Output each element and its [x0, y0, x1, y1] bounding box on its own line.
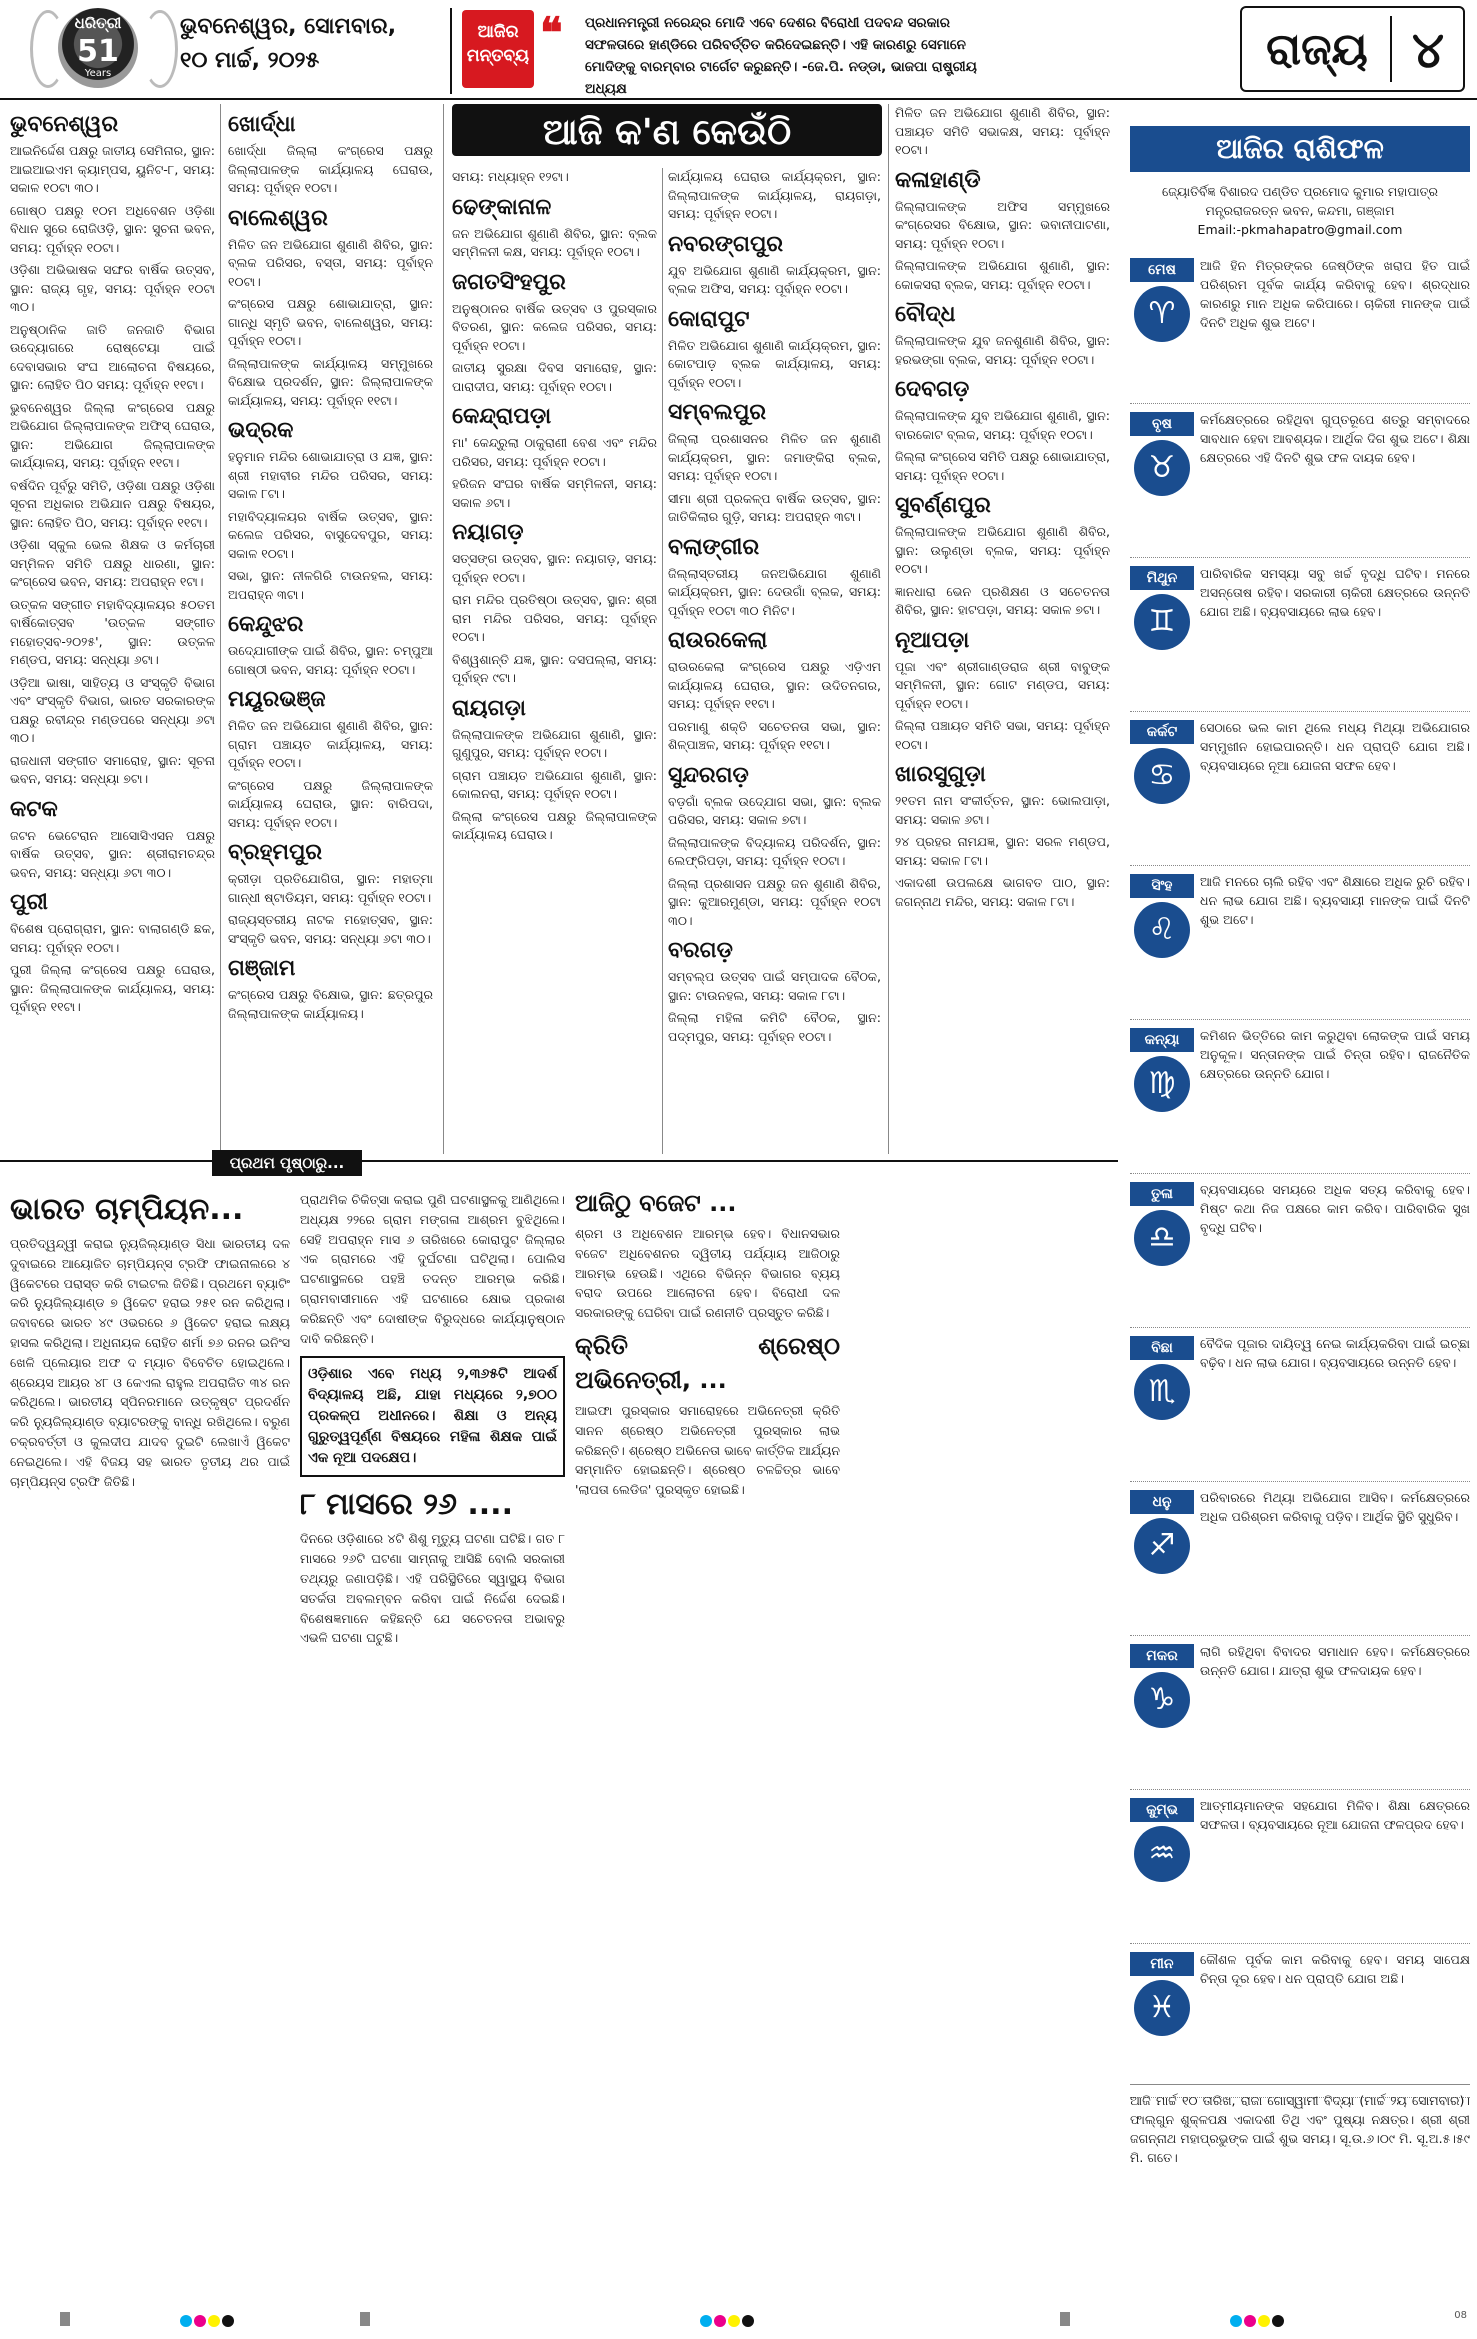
sign-name: ମକର — [1130, 1644, 1194, 1668]
event-entry: ଜିଲ୍ଲା କଂଗ୍ରେସ ପକ୍ଷରୁ ଜିଲ୍ଲାପାଳଙ୍କ କାର୍ଯ୍ୟାଳୟ ଘେରାଉ। — [452, 808, 657, 842]
event-entry: ଯୁବ ଅଭିଯୋଗ ଶୁଣାଣି କାର୍ଯ୍ୟକ୍ରମ, ସ୍ଥାନ: ବ୍ଲକ ଅଫିସ, ସମୟ: ପୂର୍ବାହ୍ନ ୧୦ଟା। — [668, 262, 881, 296]
quote-tag — [462, 10, 534, 88]
zodiac-symbol-icon: ♉ — [1134, 440, 1190, 496]
event-entry: ସଭା, ସ୍ଥାନ: ନୀଳଗିରି ଟାଉନହଲ, ସମୟ: ଅପରାହ୍ନ ୩ଟା। — [228, 568, 433, 602]
event-entry: ହରିଜନ ସଂଘର ବାର୍ଷିକ ସମ୍ମିଳନୀ, ସମୟ: ସକାଳ ୬ଟା। — [452, 476, 657, 510]
sign-name: ମେଷ — [1130, 258, 1194, 282]
sign-prediction: ଆଜି ମନରେ ଚାଲି ରହିବ ଏବଂ ଶିକ୍ଷାରେ ଅଧିକ ରୁଚି ରହିବ। ଧନ ଲାଭ ଯୋଗ ଅଛି। ବ୍ୟବସାୟୀ ମାନଙ୍କ ପାଇଁ ଦିନଟି ଶୁଭ ଅଟେ। — [1200, 874, 1470, 927]
event-entry: ବିଶ୍ୱଶାନ୍ତି ଯଜ୍ଞ, ସ୍ଥାନ: ଦସପଲ୍ଲା, ସମୟ: ପୂର୍ବାହ୍ନ ୯ଟା। — [452, 651, 657, 685]
events-column-5 — [895, 104, 1110, 915]
events-column-2 — [228, 104, 433, 1027]
front-page-continued-tag: ପ୍ରଥମ ପୃଷ୍ଠାରୁ... — [212, 1150, 362, 1176]
registration-bar — [360, 2312, 370, 2326]
event-entry: ମା' କେନ୍ଦ୍ରୁଲା ଠାକୁରାଣୀ ବେଶ ଏବଂ ମନ୍ଦିର ପରିସର, ସମୟ: ପୂର୍ବାହ୍ନ ୧୦ଟା। — [452, 435, 657, 469]
event-entry: ଗ୍ରାମ ପଞ୍ଚାୟତ ଅଭିଯୋଗ ଶୁଣାଣି, ସ୍ଥାନ: କୋଲନରା, ସମୟ: ପୂର୍ବାହ୍ନ ୧୦ଟା। — [452, 767, 657, 801]
event-entry: ପୂଜା ଏବଂ ଶ୍ରୀଗାଣ୍ଡରାଜ ଶ୍ରୀ ବାବୁଙ୍କ ସମ୍ମିଳନୀ, ସ୍ଥାନ: ଗୋଟ ମଣ୍ଡପ, ସମୟ: ପୂର୍ବାହ୍ନ ୧୦ଟା। — [895, 658, 1110, 711]
event-entry: ଜିଲ୍ଲାପାଳଙ୍କ କାର୍ଯ୍ୟାଳୟ ସମ୍ମୁଖରେ ବିକ୍ଷୋଭ ପ୍ରଦର୍ଶନ, ସ୍ଥାନ: ଜିଲ୍ଲାପାଳଙ୍କ କାର୍ଯ୍ୟାଳୟ, ସମୟ: ପୂର୍ବାହ୍ନ ୧୧ଟା। — [228, 355, 433, 408]
events-section — [0, 104, 1118, 1156]
quote-mark-icon: ❝ — [540, 8, 563, 57]
horoscope-sidebar — [1130, 104, 1470, 2284]
district-heading: ପୁରୀ — [10, 890, 48, 915]
horoscope-title: ଆଜିର ରାଶିଫଳ — [1130, 126, 1470, 172]
column-divider — [443, 104, 444, 1154]
event-entry: ବଡ଼ଗାଁ ବ୍ଲକ ଉଦ୍ଯୋଗ ସଭା, ସ୍ଥାନ: ବ୍ଲକ ପରିସର, ସମୟ: ସକାଳ ୭ଟା। — [668, 793, 881, 827]
event-entry: ପରମାଣୁ ଶକ୍ତି ସଚେତନତା ସଭା, ସ୍ଥାନ: ଶିଳ୍ପାଞ୍ଚଳ, ସମୟ: ପୂର୍ବାହ୍ନ ୧୧ଟା। — [668, 718, 881, 752]
events-banner: ଆଜି କ'ଣ କେଉଁଠି — [452, 104, 882, 156]
sign-name: କୁମ୍ଭ — [1130, 1798, 1194, 1822]
district-heading: ଭୁବନେଶ୍ୱର — [10, 112, 119, 137]
district-heading: ଢେଙ୍କାନାଳ — [452, 194, 552, 220]
column-divider — [888, 104, 889, 1154]
story-headline: ଭାରତ ଚାମ୍ପିୟନ... — [10, 1192, 244, 1227]
zodiac-symbol-icon: ♍ — [1134, 1056, 1190, 1112]
horoscope-sign — [1130, 1482, 1470, 1636]
district-heading: ଜଗତସିଂହପୁର — [452, 269, 566, 295]
district-heading: ଦେବଗଡ଼ — [895, 377, 970, 402]
horoscope-sign — [1130, 1636, 1470, 1790]
zodiac-symbol-icon: ♓ — [1134, 1980, 1190, 2036]
district-heading: ଗଞ୍ଜାମ — [228, 956, 296, 981]
sign-name: କର୍କଟ — [1130, 720, 1194, 744]
event-entry: ଜିଲ୍ଲା ମହିଳା କମିଟି ବୈଠକ, ସ୍ଥାନ: ପଦ୍ମପୁର, ସମୟ: ପୂର୍ବାହ୍ନ ୧୦ଟା। — [668, 1010, 881, 1044]
sign-name: ତୁଳା — [1130, 1182, 1194, 1206]
zodiac-symbol-icon: ♏ — [1134, 1364, 1190, 1420]
zodiac-symbol-icon: ♈ — [1134, 286, 1190, 342]
laurel-right-icon — [142, 10, 178, 88]
zodiac-symbol-icon: ♌ — [1134, 902, 1190, 958]
story-column-2 — [300, 1190, 565, 1648]
sign-prediction: ଆଜି ହିନ ମିତ୍ରଙ୍କର ଜେଷ୍ଠିଙ୍କ ଖରାପ ହିତ ପାଇଁ ପରିଶ୍ରମ ପୂର୍ବକ କାର୍ଯ୍ୟ କରିବାକୁ ହେବ। ଶ୍ରଦ୍ଧାର କାରଣରୁ ମାନ ଅଧିକ କରିପାରେ। ଚାକିରୀ ମାନଙ୍କ ପାଇଁ ଦିନଟି ଅଧିକ ଶୁଭ ଅଟେ। — [1200, 258, 1470, 330]
event-entry: ଜିଲ୍ଲାପାଳଙ୍କ ଅଭିଯୋଗ ଶୁଣାଣି, ସ୍ଥାନ: ଗୁଣୁପୁର, ସମୟ: ପୂର୍ବାହ୍ନ ୧୦ଟା। — [452, 726, 657, 760]
story-body: ପ୍ରତିଦ୍ୱନ୍ଦ୍ୱୀ କରାଇ ନ୍ୟୁଜିଲ୍ୟାଣ୍ଡ ସିଧା ଭାରତୀୟ ଦଳ ଦୁବାଇରେ ଆୟୋଜିତ ଚାମ୍ପିୟନ୍ସ ଟ୍ରଫି ଫାଇନାଲରେ ୪ ୱିକେଟରେ ପରାସ୍ତ କରି ଟାଇଟଲ ଜିତିଛି। ପ୍ରଥମେ ବ୍ୟାଟିଂ କରି ନ୍ୟୁଜିଲ୍ୟାଣ୍ଡ ୭ ୱିକେଟ ହରାଇ ୨୫୧ ରନ କରିଥିଲା। ଜବାବରେ ଭାରତ ୪୯ ଓଭରରେ ୬ ୱିକେଟ ହରାଇ ଲକ୍ଷ୍ୟ ହାସଲ କରିଥିଲା। ଅଧିନାୟକ ରୋହିତ ଶର୍ମା ୭୬ ରନର ଇନିଂସ ଖେଳି ପ୍ଲେୟାର ଅଫ ଦ ମ୍ୟାଚ ବିବେଚିତ ହୋଇଥିଲେ। ଶ୍ରେୟସ ଆୟର ୪୮ ଓ କେଏଲ ରାହୁଲ ଅପରାଜିତ ୩୪ ରନ କରିଥିଲେ। ଭାରତୀୟ ସ୍ପିନରମାନେ ଉତ୍କୃଷ୍ଟ ପ୍ରଦର୍ଶନ କରି ନ୍ୟୁଜିଲ୍ୟାଣ୍ଡ ବ୍ୟାଟରଙ୍କୁ ବାନ୍ଧି ରଖିଥିଲେ। ବରୁଣ ଚକ୍ରବର୍ତ୍ତୀ ଓ କୁଲଦୀପ ଯାଦବ ଦୁଇଟି ଲେଖାଏଁ ୱିକେଟ ନେଇଥିଲେ। ଏହି ବିଜୟ ସହ ଭାରତ ତୃତୀୟ ଥର ପାଇଁ ଚାମ୍ପିୟନ୍ସ ଟ୍ରଫି ଜିତିଛି। — [10, 1236, 290, 1489]
black-dot-icon — [742, 2315, 754, 2327]
page-code: 08 — [1454, 2310, 1467, 2321]
event-entry: ମିଳିତ ଜନ ଅଭିଯୋଗ ଶୁଣାଣି ଶିବିର, ସ୍ଥାନ: ଗ୍ରାମ ପଞ୍ଚାୟତ କାର୍ଯ୍ୟାଳୟ, ସମୟ: ପୂର୍ବାହ୍ନ ୧୦ଟା। — [228, 718, 433, 770]
district-heading: ବାଲେଶ୍ୱର — [228, 205, 328, 231]
event-entry: ଜାତୀୟ ସୁରକ୍ଷା ଦିବସ ସମାରୋହ, ସ୍ଥାନ: ପାରାଦୀପ, ସମୟ: ପୂର୍ବାହ୍ନ ୧୦ଟା। — [452, 360, 657, 394]
district-heading: ରାୟଗଡ଼ା — [452, 695, 526, 721]
district-heading: ନବରଙ୍ଗପୁର — [668, 231, 784, 257]
registration-bar — [60, 2312, 70, 2326]
district-heading: ବଲାଙ୍ଗୀର — [668, 534, 760, 560]
district-heading: ଖୋର୍ଦ୍ଧା — [228, 112, 296, 137]
color-swatches — [1230, 2312, 1286, 2331]
black-dot-icon — [1272, 2315, 1284, 2327]
cyan-dot-icon — [180, 2315, 192, 2327]
event-entry: ଏକାଦଶୀ ଉପଲକ୍ଷେ ଭାଗବତ ପାଠ, ସ୍ଥାନ: ଜଗନ୍ନାଥ ମନ୍ଦିର, ସମୟ: ସକାଳ ୮ଟା। — [895, 875, 1110, 909]
event-entry: ଜ୍ଞାନଧାରା ଭେନ ପ୍ରଶିକ୍ଷଣ ଓ ସଚେତନତା ଶିବିର, ସ୍ଥାନ: ହାଟପଡ଼ା, ସମୟ: ସକାଳ ୭ଟା। — [895, 583, 1110, 617]
sign-prediction: ଆତ୍ମୀୟମାନଙ୍କ ସହଯୋଗ ମିଳିବ। ଶିକ୍ଷା କ୍ଷେତ୍ରରେ ସଫଳତା। ବ୍ୟବସାୟରେ ନୂଆ ଯୋଜନା ଫଳପ୍ରଦ ହେବ। — [1200, 1798, 1470, 1832]
district-heading: ମୟୂରଭଞ୍ଜ — [228, 687, 326, 712]
story-headline: କ୍ରିତି ଶ୍ରେଷ୍ଠ ଅଭିନେତ୍ରୀ, ... — [575, 1331, 840, 1394]
section-box — [1240, 6, 1465, 92]
district-heading: ଭଦ୍ରକ — [228, 418, 294, 443]
event-entry: ଉଦ୍ଯୋଗୀଙ୍କ ପାଇଁ ଶିବିର, ସ୍ଥାନ: ଚମ୍ପୁଆ ଗୋଷ୍ଠୀ ଭବନ, ସମୟ: ପୂର୍ବାହ୍ନ ୧୦ଟା। — [228, 643, 433, 677]
event-entry: କଂଗ୍ରେସ ପକ୍ଷରୁ ଜିଲ୍ଲାପାଳଙ୍କ କାର୍ଯ୍ୟାଳୟ ଘେରାଉ, ସ୍ଥାନ: ବାରିପଦା, ସମୟ: ପୂର୍ବାହ୍ନ ୧୦ଟା। — [228, 777, 433, 830]
zodiac-symbol-icon: ♑ — [1134, 1672, 1190, 1728]
sign-name: ମିଥୁନ — [1130, 566, 1194, 590]
logo-brand: ଧରିତ୍ରୀ — [74, 14, 122, 32]
story-body: ଆଇଫା ପୁରସ୍କାର ସମାରୋହରେ ଅଭିନେତ୍ରୀ କ୍ରିତି ସାନନ ଶ୍ରେଷ୍ଠ ଅଭିନେତ୍ରୀ ପୁରସ୍କାର ଲାଭ କରିଛନ୍ତି। ଶ୍ରେଷ୍ଠ ଅଭିନେତା ଭାବେ କାର୍ତ୍ତିକ ଆର୍ଯ୍ୟନ ସମ୍ମାନିତ ହୋଇଛନ୍ତି। ଶ୍ରେଷ୍ଠ ଚଳଚ୍ଚିତ୍ର ଭାବେ 'ଲାପତା ଲେଡିଜ' ପୁରସ୍କୃତ ହୋଇଛି। — [575, 1402, 840, 1498]
cyan-dot-icon — [1230, 2315, 1242, 2327]
event-entry: କ୍ରୀଡ଼ା ପ୍ରତିଯୋଗିତା, ସ୍ଥାନ: ମହାତ୍ମା ଗାନ୍ଧୀ ଷ୍ଟାଡିୟମ, ସମୟ: ପୂର୍ବାହ୍ନ ୧୦ଟା। — [228, 871, 433, 905]
event-entry: ଜିଲ୍ଲା ପଞ୍ଚାୟତ ସମିତି ସଭା, ସମୟ: ପୂର୍ବାହ୍ନ ୧୦ଟା। — [895, 718, 1110, 752]
story-headline: ଆଜିଠୁ ବଜେଟ ... — [575, 1189, 737, 1217]
district-heading: ନୟାଗଡ଼ — [452, 520, 524, 545]
sign-prediction: କମିଶନ ଭିତ୍ତିରେ କାମ କରୁଥିବା ଲୋକଙ୍କ ପାଇଁ ସମୟ ଅନୁକୂଳ। ସନ୍ତାନଙ୍କ ପାଇଁ ଚିନ୍ତା ରହିବ। ରାଜନୈତିକ କ୍ଷେତ୍ରରେ ଉନ୍ନତି ଯୋଗ। — [1200, 1028, 1470, 1081]
district-heading: ବ୍ରହ୍ମପୁର — [228, 840, 323, 865]
events-column-1 — [10, 104, 215, 1021]
dateline-date: ୧୦ ମାର୍ଚ୍ଚ, ୨୦୨୫ — [180, 48, 320, 73]
sign-name: ଧନୁ — [1130, 1490, 1194, 1514]
yellow-dot-icon — [1258, 2315, 1270, 2327]
event-entry: ରାଜଧାନୀ ସଙ୍ଗୀତ ସମାରୋହ, ସ୍ଥାନ: ସୂଚନା ଭବନ, ସମୟ: ସନ୍ଧ୍ୟା ୭ଟା। — [10, 752, 215, 786]
quote-tag-line1: ଆଜିର — [477, 22, 519, 42]
column-divider — [220, 104, 221, 1154]
column-divider — [662, 168, 663, 1154]
horoscope-sign — [1130, 866, 1470, 1020]
zodiac-symbol-icon: ♋ — [1134, 748, 1190, 804]
sign-prediction: କୌଶଳ ପୂର୍ବକ କାମ କରିବାକୁ ହେବ। ସମୟ ସାପେକ୍ଷ ଚିନ୍ତା ଦୂର ହେବ। ଧନ ପ୍ରାପ୍ତି ଯୋଗ ଅଛି। — [1200, 1952, 1470, 1986]
event-entry: ୨୪ ପ୍ରହର ନାମଯଜ୍ଞ, ସ୍ଥାନ: ସରଳ ମଣ୍ଡପ, ସମୟ: ସକାଳ ୮ଟା। — [895, 834, 1110, 868]
district-heading: କୋରାପୁଟ — [668, 306, 750, 332]
author-email: Email:-pkmahapatro@gmail.com — [1197, 222, 1403, 237]
event-entry: ସତ୍ସଙ୍ଗ ଉତ୍ସବ, ସ୍ଥାନ: ନୟାଗଡ଼, ସମୟ: ପୂର୍ବାହ୍ନ ୧୦ଟା। — [452, 551, 657, 585]
sign-prediction: ପାରିବାରିକ ସମସ୍ୟା ସବୁ ଖର୍ଚ୍ଚ ବୃଦ୍ଧି ଘଟିବ। ମନରେ ଅସନ୍ତୋଷ ରହିବ। ସରକାରୀ ଚାକିରୀ କ୍ଷେତ୍ରରେ ଉନ୍ନତି ଯୋଗ ଅଛି। ବ୍ୟବସାୟରେ ଲାଭ ହେବ। — [1200, 566, 1470, 619]
event-entry: ଜିଲ୍ଲାସ୍ତରୀୟ ଜନଅଭିଯୋଗ ଶୁଣାଣି କାର୍ଯ୍ୟକ୍ରମ, ସ୍ଥାନ: ଦେଉଗାଁ ବ୍ଲକ, ସମୟ: ପୂର୍ବାହ୍ନ ୧୦ଟା ୩୦ ମିନିଟ। — [668, 565, 881, 618]
event-entry: ଜନ ଅଭିଯୋଗ ଶୁଣାଣି ଶିବିର, ସ୍ଥାନ: ବ୍ଲକ ସମ୍ମିଳନୀ କକ୍ଷ, ସମୟ: ପୂର୍ବାହ୍ନ ୧୦ଟା। — [452, 225, 657, 259]
story-body: ପ୍ରାଥମିକ ଚିକିତ୍ସା କରାଇ ପୁଣି ଘଟଣାସ୍ଥଳକୁ ଆଣିଥିଲେ। ଅଧ୍ୟକ୍ଷ ୨୨ରେ ଗ୍ରାମ ମଙ୍ଗଳା ଆଶ୍ରମ ବୁଝିଥିଲେ। ସେହି ଅପରାହ୍ନ ମାସ ୬ ତାରିଖରେ କୋରାପୁଟ ଜିଲ୍ଲାର ଏକ ଗ୍ରାମରେ ଏହି ଦୁର୍ଘଟଣା ଘଟିଥିଲା। ପୋଲିସ ଘଟଣାସ୍ଥଳରେ ପହଞ୍ଚି ତଦନ୍ତ ଆରମ୍ଭ କରିଛି। ଗ୍ରାମବାସୀମାନେ ଏହି ଘଟଣାରେ କ୍ଷୋଭ ପ୍ରକାଶ କରିଛନ୍ତି ଏବଂ ଦୋଷୀଙ୍କ ବିରୁଦ୍ଧରେ କାର୍ଯ୍ୟାନୁଷ୍ଠାନ ଦାବି କରିଛନ୍ତି। — [300, 1192, 565, 1346]
event-entry: ମହାବିଦ୍ୟାଳୟର ବାର୍ଷିକ ଉତ୍ସବ, ସ୍ଥାନ: କଲେଜ ପରିସର, ବାସୁଦେବପୁର, ସମୟ: ସକାଳ ୧୦ଟା। — [228, 508, 433, 561]
event-entry: ୨୧ତମ ନାମ ସଂକୀର୍ତ୍ତନ, ସ୍ଥାନ: ଭୋଲପାଡ଼ା, ସମୟ: ସକାଳ ୬ଟା। — [895, 793, 1110, 827]
yellow-dot-icon — [728, 2315, 740, 2327]
quote-tag-line2: ମନ୍ତବ୍ୟ — [466, 46, 530, 66]
event-entry: ଗୋଷ୍ଠ ପକ୍ଷରୁ ୧୦ମ ଅଧିବେଶନ ଓଡ଼ିଶା ବିଧାନ ସୁରେ ରୋଜିଓଡ଼ି, ସ୍ଥାନ: ସୁଚନା ଭବନ, ସମୟ: ପୂର୍ବାହ୍ନ ୧୦ଟା। — [10, 202, 215, 255]
quote-text: ପ୍ରଧାନମନ୍ତ୍ରୀ ନରେନ୍ଦ୍ର ମୋଦି ଏବେ ଦେଶର ବିରୋଧୀ ପଦବନ୍ଦ ସରକାର ସଫଳତାରେ ହାଣ୍ଡିରେ ପରିବର୍ତ୍ତିତ କରିଦେଇଛନ୍ତି। ଏହି କାରଣରୁ ସେମାନେ ମୋଦିଙ୍କୁ ବାରମ୍ବାର ଟାର୍ଗେଟ କରୁଛନ୍ତି। -ଜେ.ପି. ନଡ୍ଡା, ଭାଜପା ରାଷ୍ଟ୍ରୀୟ ଅଧ୍ୟକ୍ଷ — [585, 15, 977, 97]
event-entry: ବିଶେଷ ପ୍ରୋଗ୍ରାମ, ସ୍ଥାନ: ବାଲାଗଣ୍ଡି ଛକ, ସମୟ: ପୂର୍ବାହ୍ନ ୧୦ଟା। — [10, 921, 215, 955]
event-entry: ଓଡ଼ିଆ ଭାଷା, ସାହିତ୍ୟ ଓ ସଂସ୍କୃତି ବିଭାଗ ଏବଂ ସଂସ୍କୃତି ବିଭାଗ, ଭାରତ ସରକାରଙ୍କ ପକ୍ଷରୁ ରବୀନ୍ଦ୍ର ମଣ୍ଡପରେ ସନ୍ଧ୍ୟା ୬ଟା ୩୦। — [10, 674, 215, 745]
event-entry: ମିଳିତ ଅଭିଯୋଗ ଶୁଣାଣି କାର୍ଯ୍ୟକ୍ରମ, ସ୍ଥାନ: କୋଟପାଡ଼ ବ୍ଲକ କାର୍ଯ୍ୟାଳୟ, ସମୟ: ପୂର୍ବାହ୍ନ ୧୦ଟା। — [668, 337, 881, 390]
zodiac-symbol-icon: ♊ — [1134, 594, 1190, 650]
boxed-highlight: ଓଡ଼ିଶାର ଏବେ ମଧ୍ୟ ୨,୩୬୫ଟି ଆଦର୍ଶ ବିଦ୍ୟାଳୟ ଅଛି, ଯାହା ମଧ୍ୟରେ ୨,୭୦୦ ପ୍ରକଳ୍ପ ଅଧୀନରେ। ଶିକ୍ଷା ଓ ଅନ୍ୟ ଗୁରୁତ୍ୱପୂର୍ଣ୍ଣ ବିଷୟରେ ମହିଳା ଶିକ୍ଷକ ପାଇଁ ଏକ ନୂଆ ପଦକ୍ଷେପ। — [300, 1356, 565, 1477]
event-entry: ଭୁବନେଶ୍ୱର ଜିଲ୍ଲା କଂଗ୍ରେସ ପକ୍ଷରୁ ଅଭିଯୋଗ ଜିଲ୍ଲାପାଳଙ୍କ ଅଫିସ୍ ଘେରାଉ, ସ୍ଥାନ: ଅଭିଯୋଗ ଜିଲ୍ଲାପାଳଙ୍କ କାର୍ଯ୍ୟାଳୟ, ସମୟ: ପୂର୍ବାହ୍ନ ୧୧ଟା। — [10, 399, 215, 470]
district-heading: ସମ୍ବଲପୁର — [668, 400, 767, 425]
district-heading: କଟକ — [10, 796, 58, 822]
district-heading: କେନ୍ଦ୍ରାପଡ଼ା — [452, 404, 552, 429]
section-divider — [1390, 16, 1392, 82]
event-entry: ରାଜ୍ୟସ୍ତରୀୟ ନାଟକ ମହୋତ୍ସବ, ସ୍ଥାନ: ସଂସ୍କୃତି ଭବନ, ସମୟ: ସନ୍ଧ୍ୟା ୬ଟା ୩୦। — [228, 912, 433, 946]
header-divider — [450, 8, 452, 94]
horoscope-sign — [1130, 1790, 1470, 1944]
event-entry: ସମ୍ବଲ୍ପ ଉତ୍ସବ ପାଇଁ ସମ୍ପାଦକ ବୈଠକ, ସ୍ଥାନ: ଟାଉନହଲ, ସମୟ: ସକାଳ ୮ଟା। — [668, 969, 881, 1003]
horoscope-list — [1130, 250, 1470, 2098]
sign-name: ସିଂହ — [1130, 874, 1194, 898]
district-heading: ବୌଦ୍ଧ — [895, 302, 956, 327]
page-header — [0, 0, 1477, 100]
magenta-dot-icon — [1244, 2315, 1256, 2327]
color-swatches — [180, 2312, 236, 2331]
district-heading: ସୁବର୍ଣ୍ଣପୁର — [895, 493, 991, 518]
zodiac-symbol-icon: ♎ — [1134, 1210, 1190, 1266]
sign-name: କନ୍ୟା — [1130, 1028, 1194, 1052]
event-entry: ଜିଲ୍ଲା ପ୍ରଶାସନର ମିଳିତ ଜନ ଶୁଣାଣି କାର୍ଯ୍ୟକ୍ରମ, ସ୍ଥାନ: ଜମାଙ୍କିରା ବ୍ଲକ, ସମୟ: ପୂର୍ବାହ୍ନ ୧୦ଟା। — [668, 431, 881, 483]
district-heading: କଳାହାଣ୍ଡି — [895, 167, 981, 193]
event-entry: ଅନୁଷ୍ଠାନିକ ଜାତି ଜନଜାତି ବିଭାଗ ଉଦ୍ୟୋଗରେ ରୋଷ୍ଟେୟା ପାଇଁ ଦେବାସଭାର ସଂଘ ଆଲୋଚନା ବିଷୟରେ, ସ୍ଥାନ: ଲୋହିତ ପିଠ ସମୟ: ପୂର୍ବାହ୍ନ ୧୧ଟା। — [10, 321, 215, 392]
event-entry: ଜିଲ୍ଲାପାଳଙ୍କ ବିଦ୍ୟାଳୟ ପରିଦର୍ଶନ, ସ୍ଥାନ: ଲେଫ୍ରିପଡ଼ା, ସମୟ: ପୂର୍ବାହ୍ନ ୧୦ଟା। — [668, 834, 881, 868]
event-entry: ଖୋର୍ଦ୍ଧା ଜିଲ୍ଲା କଂଗ୍ରେସ ପକ୍ଷରୁ ଜିଲ୍ଲାପାଳଙ୍କ କାର୍ଯ୍ୟାଳୟ ଘେରାଉ, ସମୟ: ପୂର୍ବାହ୍ନ ୧୦ଟା। — [228, 143, 433, 195]
district-heading: ନୂଆପଡ଼ା — [895, 627, 970, 653]
event-entry: କଂଗ୍ରେସ ପକ୍ଷରୁ ବିକ୍ଷୋଭ, ସ୍ଥାନ: ଛତ୍ରପୁର ଜିଲ୍ଲାପାଳଙ୍କ କାର୍ଯ୍ୟାଳୟ। — [228, 987, 433, 1021]
event-entry: ଜିଲ୍ଲାପାଳଙ୍କ ଅଭିଯୋଗ ଶୁଣାଣି ଶିବିର, ସ୍ଥାନ: ଉଲୁଣ୍ଡା ବ୍ଲକ, ସମୟ: ପୂର୍ବାହ୍ନ ୧୦ଟା। — [895, 524, 1110, 576]
author-address: ମନ୍ତ୍ରରାଜରତ୍ନ ଭବନ, କନ୍ଦମା, ଗଞ୍ଜାମ — [1205, 203, 1395, 218]
page-number: ୪ — [1411, 21, 1445, 79]
sign-prediction: ବ୍ୟବସାୟରେ ସମୟରେ ଅଧିକ ସତ୍ୟ କରିବାକୁ ହେବ। ମିଷ୍ଟ କଥା ନିଜ ପକ୍ଷରେ କାମ କରିବ। ପାରିବାରିକ ସୁଖ ବୃଦ୍ଧି ଘଟିବ। — [1200, 1182, 1470, 1235]
event-entry: ରାମ ମନ୍ଦିର ପ୍ରତିଷ୍ଠା ଉତ୍ସବ, ସ୍ଥାନ: ଶ୍ରୀ ରାମ ମନ୍ଦିର ପରିସର, ସମୟ: ପୂର୍ବାହ୍ନ ୧୦ଟା। — [452, 592, 657, 644]
color-swatches — [700, 2312, 756, 2331]
event-entry: ଜିଲ୍ଲାପାଳଙ୍କ ଯୁବ ଅଭିଯୋଗ ଶୁଣାଣି, ସ୍ଥାନ: ବାରକୋଟ ବ୍ଲକ, ସମୟ: ପୂର୍ବାହ୍ନ ୧୦ଟା। — [895, 408, 1110, 442]
black-dot-icon — [222, 2315, 234, 2327]
magenta-dot-icon — [194, 2315, 206, 2327]
district-heading: ରାଉରକେଲା — [668, 628, 768, 653]
zodiac-symbol-icon: ♒ — [1134, 1826, 1190, 1882]
story-column-3 — [575, 1180, 840, 1500]
sign-prediction: ବୈଦିକ ପୂଜାର ଦାୟିତ୍ୱ ନେଇ କାର୍ଯ୍ୟକରିବା ପାଇଁ ଇଚ୍ଛା ବଢ଼ିବ। ଧନ ଲାଭ ଯୋଗ। ବ୍ୟବସାୟରେ ଉନ୍ନତି ହେବ। — [1200, 1336, 1470, 1370]
event-entry: ବର୍ଷଦିନ ପୂର୍ବରୁ ସମିତି, ଓଡ଼ିଶା ପକ୍ଷରୁ ଓଡ଼ିଶା ସୂଚନା ଅଧିକାର ଅଭିଯାନ ପକ୍ଷରୁ ବିଷୟର, ସ୍ଥାନ: ଲୋହିତ ପିଠ, ସମୟ: ପୂର୍ବାହ୍ନ ୧୧ଟା। — [10, 477, 215, 530]
sign-prediction: ଲାଗି ରହିଥିବା ବିବାଦର ସମାଧାନ ହେବ। କର୍ମକ୍ଷେତ୍ରରେ ଉନ୍ନତି ଯୋଗ। ଯାତ୍ରା ଶୁଭ ଫଳଦାୟକ ହେବ। — [1200, 1644, 1470, 1678]
story-headline: ୮ ମାସରେ ୨୬ .... — [300, 1487, 513, 1523]
section-name: ରାଜ୍ୟ — [1266, 24, 1368, 75]
event-entry: ଜିଲ୍ଲାପାଳଙ୍କ ଅଫିସ ସମ୍ମୁଖରେ କଂଗ୍ରେସର ବିକ୍ଷୋଭ, ସ୍ଥାନ: ଭବାନୀପାଟଣା, ସମୟ: ପୂର୍ବାହ୍ନ ୧୦ଟା। — [895, 198, 1110, 251]
magenta-dot-icon — [714, 2315, 726, 2327]
sign-prediction: ପରିବାରରେ ମିଥ୍ୟା ଅଭିଯୋଗ ଆସିବ। କର୍ମକ୍ଷେତ୍ରରେ ଅଧିକ ପରିଶ୍ରମ କରିବାକୁ ପଡ଼ିବ। ଆର୍ଥିକ ସ୍ଥିତି ସୁଧୁରିବ। — [1200, 1490, 1470, 1524]
event-entry: ସୀମା ଶ୍ରୀ ପ୍ରକଳ୍ପ ବାର୍ଷିକ ଉତ୍ସବ, ସ୍ଥାନ: ଜାତିକିଲାର ଗୁଡ଼ି, ସମୟ: ଅପରାହ୍ନ ୩ଟା। — [668, 490, 881, 524]
event-entry: କଂଗ୍ରେସ ପକ୍ଷରୁ ଶୋଭାଯାତ୍ରା, ସ୍ଥାନ: ଗାନ୍ଧି ସ୍ମୃତି ଭବନ, ବାଲେଶ୍ୱର, ସମୟ: ପୂର୍ବାହ୍ନ ୧୦ଟା। — [228, 296, 433, 348]
section-rule — [0, 1160, 1118, 1162]
event-entry: ଜଟନ ଭେଟେରାନ ଆସୋସିଏସନ ପକ୍ଷରୁ ବାର୍ଷିକ ଉତ୍ସବ, ସ୍ଥାନ: ଶ୍ରୀରାମଚନ୍ଦ୍ର ଭବନ, ସମୟ: ସନ୍ଧ୍ୟା ୬ଟା ୩୦। — [10, 827, 215, 880]
story-body: ଦିନରେ ଓଡ଼ିଶାରେ ୪ଟି ଶିଶୁ ମୃତ୍ୟୁ ଘଟଣା ଘଟିଛି। ଗତ ୮ ମାସରେ ୨୬ଟି ଘଟଣା ସାମ୍ନାକୁ ଆସିଛି ବୋଲି ସରକାରୀ ତଥ୍ୟରୁ ଜଣାପଡ଼ିଛି। ଏହି ପରିସ୍ଥିତିରେ ସ୍ୱାସ୍ଥ୍ୟ ବିଭାଗ ସତର୍କତା ଅବଲମ୍ବନ କରିବା ପାଇଁ ନିର୍ଦ୍ଦେଶ ଦେଇଛି। ବିଶେଷଜ୍ଞମାନେ କହିଛନ୍ତି ଯେ ସଚେତନତା ଅଭାବରୁ ଏଭଳି ଘଟଣା ଘଟୁଛି। — [300, 1531, 565, 1646]
event-entry: ରାଉରକେଲା କଂଗ୍ରେସ ପକ୍ଷରୁ ଏଡ଼ିଏମ କାର୍ଯ୍ୟାଳୟ ଘେରାଉ, ସ୍ଥାନ: ଉଦିତନଗର, ସମୟ: ପୂର୍ବାହ୍ନ ୧୧ଟା। — [668, 659, 881, 711]
event-entry: ଅନୁଷ୍ଠାନର ବାର୍ଷିକ ଉତ୍ସବ ଓ ପୁରସ୍କାର ବିତରଣ, ସ୍ଥାନ: କଲେଜ ପରିସର, ସମୟ: ପୂର୍ବାହ୍ନ ୧୦ଟା। — [452, 300, 657, 353]
event-entry: ଜିଲ୍ଲା ପ୍ରଶାସନ ପକ୍ଷରୁ ଜନ ଶୁଣାଣି ଶିବିର, ସ୍ଥାନ: କୁଆରମୁଣ୍ଡା, ସମୟ: ପୂର୍ବାହ୍ନ ୧୦ଟା ୩୦। — [668, 875, 881, 928]
event-entry: ହନୁମାନ ମନ୍ଦିର ଶୋଭାଯାତ୍ରା ଓ ଯଜ୍ଞ, ସ୍ଥାନ: ଶ୍ରୀ ମହାବୀର ମନ୍ଦିର ପରିସର, ସମୟ: ସକାଳ ୮ଟା। — [228, 449, 433, 501]
cyan-dot-icon — [700, 2315, 712, 2327]
sign-name: ବିଛା — [1130, 1336, 1194, 1360]
event-entry: ଉତ୍କଳ ସଙ୍ଗୀତ ମହାବିଦ୍ୟାଳୟର ୫୦ତମ ବାର୍ଷିକୋତ୍ସବ 'ଉତ୍କଳ ସଙ୍ଗୀତ ମହୋତ୍ସବ-୨୦୨୫', ସ୍ଥାନ: ଉତ୍କଳ ମଣ୍ଡପ, ସମୟ: ସନ୍ଧ୍ୟା ୬ଟା। — [10, 596, 215, 667]
events-column-3 — [452, 168, 657, 849]
print-footer — [0, 2300, 1477, 2339]
sign-name: ମୀନ — [1130, 1952, 1194, 1976]
newspaper-logo — [18, 6, 168, 92]
horoscope-sign — [1130, 1174, 1470, 1328]
horoscope-sign — [1130, 712, 1470, 866]
district-heading: ବରଗଡ଼ — [668, 938, 733, 963]
horoscope-author — [1130, 182, 1470, 239]
event-entry: ଜିଲ୍ଲାପାଳଙ୍କ ଯୁବ ଜନଶୁଣାଣି ଶିବିର, ସ୍ଥାନ: ହରଭଙ୍ଗା ବ୍ଲକ, ସମୟ: ପୂର୍ବାହ୍ନ ୧୦ଟା। — [895, 333, 1110, 367]
registration-bar — [1060, 2312, 1070, 2326]
event-entry: ଓଡ଼ିଶା ସ୍କୁଲ ଭେଲ ଶିକ୍ଷକ ଓ କର୍ମଚାରୀ ସମ୍ମିଳନ ସମିତି ପକ୍ଷରୁ ଧାରଣା, ସ୍ଥାନ: କଂଗ୍ରେସ ଭବନ, ସମୟ: ଅପରାହ୍ନ ୧ଟା। — [10, 537, 215, 589]
event-entry: ଜିଲ୍ଲା କଂଗ୍ରେସ ସମିତି ପକ୍ଷରୁ ଶୋଭାଯାତ୍ରା, ସମୟ: ପୂର୍ବାହ୍ନ ୧୦ଟା। — [895, 449, 1110, 483]
event-entry: ଜିଲ୍ଲାପାଳଙ୍କ ଅଭିଯୋଗ ଶୁଣାଣି, ସ୍ଥାନ: କୋକସରା ବ୍ଲକ, ସମୟ: ପୂର୍ବାହ୍ନ ୧୦ଟା। — [895, 258, 1110, 292]
event-entry: ପୁରୀ ଜିଲ୍ଲା କଂଗ୍ରେସ ପକ୍ଷରୁ ଘେରାଉ, ସ୍ଥାନ: ଜିଲ୍ଲାପାଳଙ୍କ କାର୍ଯ୍ୟାଳୟ, ସମୟ: ପୂର୍ବାହ୍ନ ୧୧ଟା। — [10, 962, 215, 1014]
event-entry: କାର୍ଯ୍ୟାଳୟ ଘେରାଉ କାର୍ଯ୍ୟକ୍ରମ, ସ୍ଥାନ: ଜିଲ୍ଲାପାଳଙ୍କ କାର୍ଯ୍ୟାଳୟ, ରାୟଗଡ଼ା, ସମୟ: ପୂର୍ବାହ୍ନ ୧୦ଟା। — [668, 169, 881, 221]
event-entry: ଓଡ଼ିଶା ଅଭିଭାଷକ ସଙ୍ଘର ବାର୍ଷିକ ଉତ୍ସବ, ସ୍ଥାନ: ରାଜ୍ୟ ଗୃହ, ସମୟ: ପୂର୍ବାହ୍ନ ୧୦ଟା ୩୦। — [10, 262, 215, 314]
event-entry: ସମୟ: ମଧ୍ୟାହ୍ନ ୧୨ଟା। — [452, 169, 569, 184]
yellow-dot-icon — [208, 2315, 220, 2327]
story-india-champion — [10, 1190, 290, 1491]
logo-number: 51 — [77, 34, 119, 69]
event-entry: ଆଇନିର୍ଦ୍ଦେଶ ପକ୍ଷରୁ ଜାତୀୟ ସେମିନାର, ସ୍ଥାନ: ଆଇଆଇଏମ କ୍ୟାମ୍ପସ, ୟୁନିଟ-୮, ସମୟ: ସକାଳ ୧୦ଟା ୩୦। — [10, 143, 215, 195]
district-heading: ସୁନ୍ଦରଗଡ଼ — [668, 762, 749, 788]
district-heading: କେନ୍ଦୁଝର — [228, 612, 304, 637]
sign-prediction: କର୍ମକ୍ଷେତ୍ରରେ ରହିଥିବା ଗୁପ୍ତରୂପେ ଶତ୍ରୁ ସମ୍ବାଦରେ ସାବଧାନ ହେବା ଆବଶ୍ୟକ। ଆର୍ଥିକ ଦିଗ ଶୁଭ ଅଟେ। ଶିକ୍ଷା କ୍ଷେତ୍ରରେ ଏହି ଦିନଟି ଶୁଭ ଫଳ ଦାୟକ ହେବ। — [1200, 412, 1470, 465]
horoscope-sign — [1130, 558, 1470, 712]
horoscope-sign — [1130, 404, 1470, 558]
events-column-4 — [668, 168, 881, 1050]
dateline-place-day: ଭୁବନେଶ୍ୱର, ସୋମବାର, — [180, 14, 397, 39]
horoscope-sign — [1130, 1944, 1470, 2098]
event-entry: ମିଳିତ ଜନ ଅଭିଯୋଗ ଶୁଣାଣି ଶିବିର, ସ୍ଥାନ: ବ୍ଲକ ପରିସର, ବସ୍ତା, ସମୟ: ପୂର୍ବାହ୍ନ ୧୦ଟା। — [228, 236, 433, 289]
logo-years: Years — [84, 68, 112, 79]
panjika-text: ଆଜି ମାର୍ଚ୍ଚ ୧୦ ତାରିଖ, ରାଜା ଗୋସ୍ୱାମୀ ବିଦ୍ୟା (ମାର୍ଚ୍ଚ ୨ୟ ସୋମବାର)। ଫାଲ୍ଗୁନ ଶୁକ୍ଳପକ୍ଷ ଏକାଦଶୀ ତିଥି ଏବଂ ପୁଷ୍ୟା ନକ୍ଷତ୍ର। ଶ୍ରୀ ଶ୍ରୀ ଜଗନ୍ନାଥ ମହାପ୍ରଭୁଙ୍କ ପାଇଁ ଶୁଭ ସମୟ। ସୂ.ଉ.୬।୦୯ ମି. ସୂ.ଅ.୫।୫୯ ମି. ଗତେ। — [1130, 2084, 1470, 2167]
dateline — [180, 10, 440, 78]
story-body: ଶ୍ରମ ଓ ଅଧିବେଶନ ଆରମ୍ଭ ହେବ। ବିଧାନସଭାର ବଜେଟ ଅଧିବେଶନର ଦ୍ୱିତୀୟ ପର୍ଯ୍ୟାୟ ଆଜିଠାରୁ ଆରମ୍ଭ ହେଉଛି। ଏଥିରେ ବିଭିନ୍ନ ବିଭାଗର ବ୍ୟୟ ବରାଦ ଉପରେ ଆଲୋଚନା ହେବ। ବିରୋଧୀ ଦଳ ସରକାରଙ୍କୁ ଘେରିବା ପାଇଁ ରଣନୀତି ପ୍ରସ୍ତୁତ କରିଛି। — [575, 1226, 840, 1321]
event-entry: ମିଳିତ ଜନ ଅଭିଯୋଗ ଶୁଣାଣି ଶିବିର, ସ୍ଥାନ: ପଞ୍ଚାୟତ ସମିତି ସଭାକକ୍ଷ, ସମୟ: ପୂର୍ବାହ୍ନ ୧୦ଟା। — [895, 105, 1110, 157]
horoscope-sign — [1130, 250, 1470, 404]
horoscope-sign — [1130, 1020, 1470, 1174]
horoscope-sign — [1130, 1328, 1470, 1482]
author-name: ଜ୍ୟୋତିର୍ବିଜ୍ଞ ବିଶାରଦ ପଣ୍ଡିତ ପ୍ରମୋଦ କୁମାର ମହାପାତ୍ର — [1162, 184, 1438, 199]
zodiac-symbol-icon: ♐ — [1134, 1518, 1190, 1574]
district-heading: ଖାରସୁଗୁଡ଼ା — [895, 762, 986, 787]
sign-prediction: ସେଠାରେ ଭଲ କାମ ଥିଲେ ମଧ୍ୟ ମିଥ୍ୟା ଅଭିଯୋଗର ସମ୍ମୁଖୀନ ହୋଇପାରନ୍ତି। ଧନ ପ୍ରାପ୍ତି ଯୋଗ ଅଛି। ବ୍ୟବସାୟରେ ନୂଆ ଯୋଜନା ସଫଳ ହେବ। — [1200, 720, 1470, 773]
sign-name: ବୃଷ — [1130, 412, 1194, 436]
